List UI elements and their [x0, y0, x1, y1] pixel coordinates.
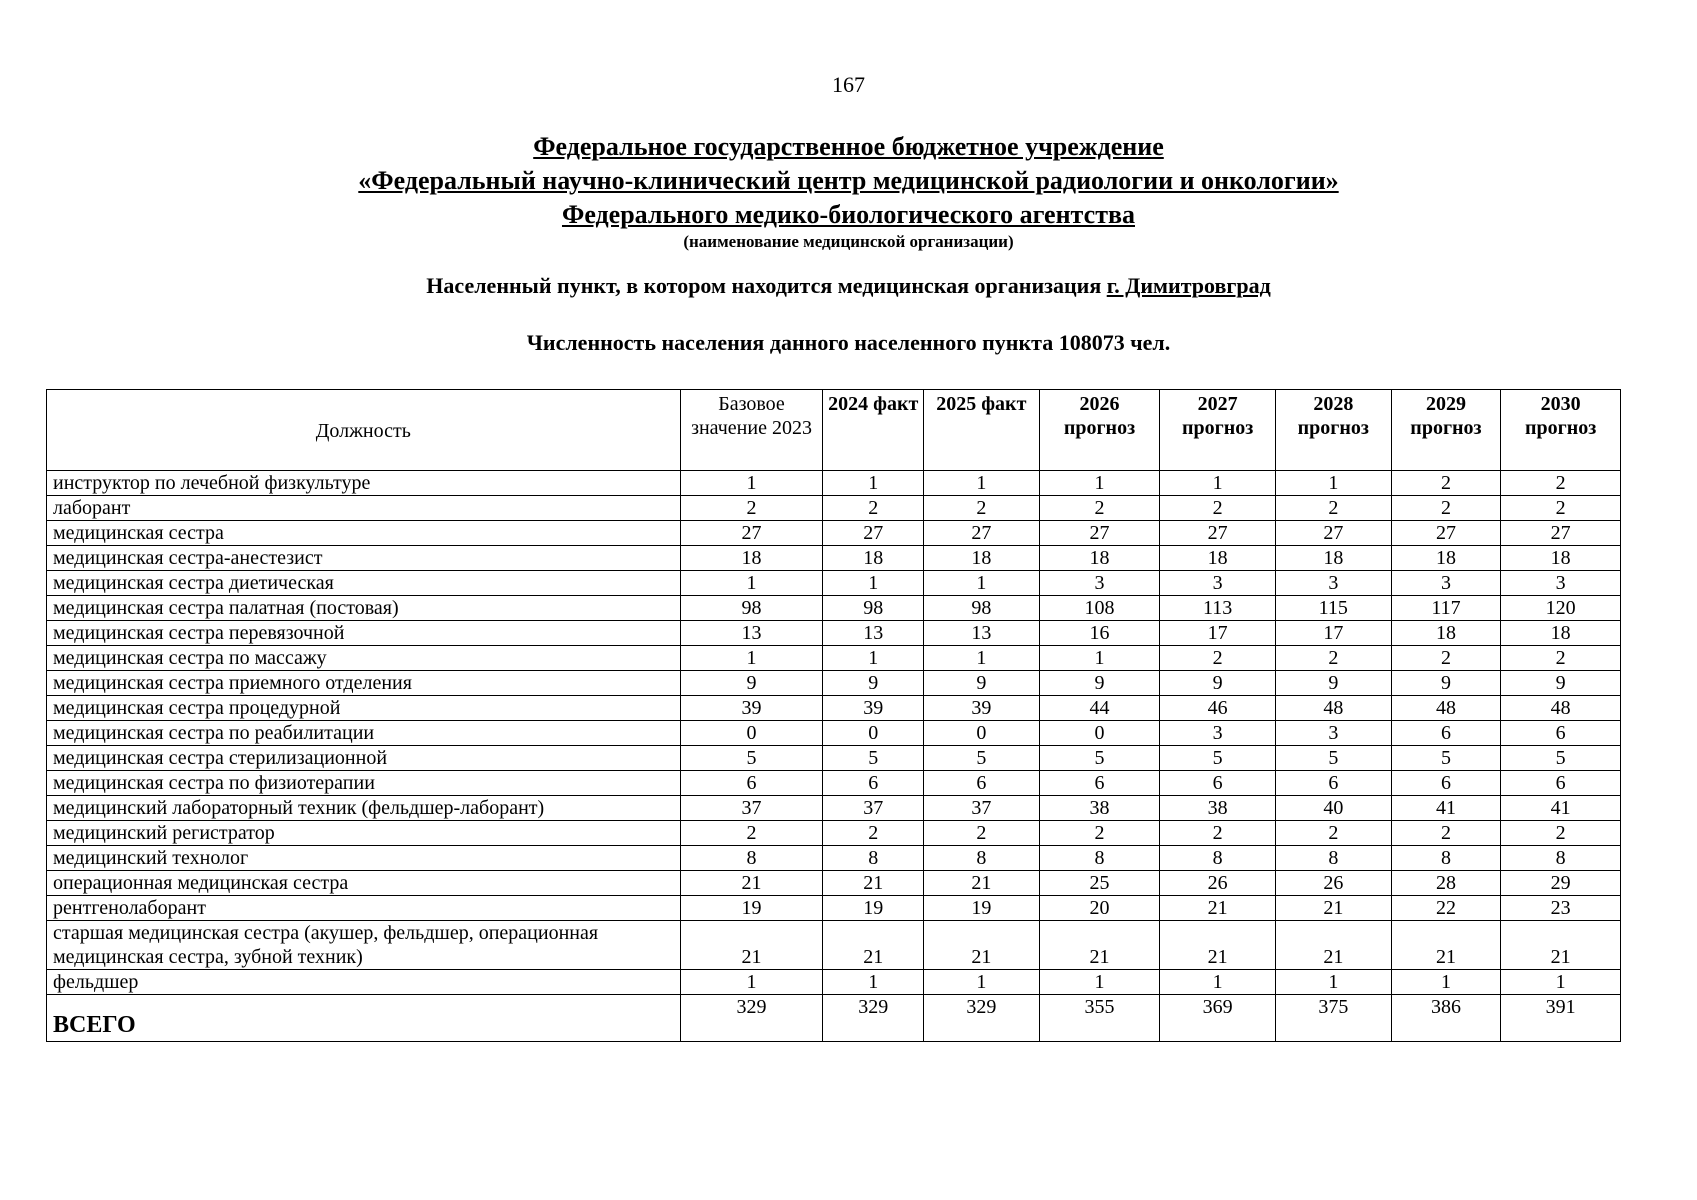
value-cell-2029: 1 — [1391, 970, 1501, 995]
value-cell-2026: 2 — [1039, 496, 1160, 521]
table-row — [47, 796, 1621, 821]
value-cell-2024: 1 — [823, 471, 924, 496]
value-cell-2025: 21 — [923, 871, 1039, 896]
value-cell-base-2023: 1 — [680, 646, 823, 671]
value-cell-2025: 98 — [923, 596, 1039, 621]
value-cell-2030: 2 — [1501, 646, 1621, 671]
value-cell-2027: 2 — [1160, 821, 1276, 846]
position-name-cell: медицинский технолог — [47, 846, 681, 871]
table-row — [47, 746, 1621, 771]
total-value-cell-2027: 369 — [1160, 995, 1276, 1042]
locality-city: г. Димитровград — [1106, 273, 1271, 298]
position-name-cell: медицинская сестра приемного отделения — [47, 671, 681, 696]
total-label-cell: ВСЕГО — [47, 995, 681, 1042]
value-cell-2030: 9 — [1501, 671, 1621, 696]
value-cell-2028: 8 — [1275, 846, 1391, 871]
value-cell-2026: 38 — [1039, 796, 1160, 821]
value-cell-2027: 38 — [1160, 796, 1276, 821]
value-cell-2025: 27 — [923, 521, 1039, 546]
header-2030: 2030 прогноз — [1501, 390, 1621, 471]
value-cell-2027: 46 — [1160, 696, 1276, 721]
value-cell-2027: 26 — [1160, 871, 1276, 896]
value-cell-2027: 2 — [1160, 646, 1276, 671]
value-cell-base-2023: 1 — [680, 970, 823, 995]
header-2024: 2024 факт — [823, 390, 924, 471]
value-cell-2027: 1 — [1160, 970, 1276, 995]
value-cell-2028: 21 — [1275, 896, 1391, 921]
table-row — [47, 821, 1621, 846]
position-name-cell: медицинская сестра по массажу — [47, 646, 681, 671]
table-row — [47, 846, 1621, 871]
value-cell-2024: 1 — [823, 970, 924, 995]
value-cell-base-2023: 8 — [680, 846, 823, 871]
locality-line — [0, 273, 1697, 299]
table-row — [47, 521, 1621, 546]
value-cell-2028: 2 — [1275, 496, 1391, 521]
value-cell-2025: 9 — [923, 671, 1039, 696]
value-cell-base-2023: 6 — [680, 771, 823, 796]
value-cell-2024: 18 — [823, 546, 924, 571]
value-cell-2024: 5 — [823, 746, 924, 771]
value-cell-2026: 108 — [1039, 596, 1160, 621]
value-cell-2029: 18 — [1391, 546, 1501, 571]
value-cell-2025: 5 — [923, 746, 1039, 771]
value-cell-2030: 1 — [1501, 970, 1621, 995]
value-cell-2030: 2 — [1501, 821, 1621, 846]
value-cell-2025: 21 — [923, 921, 1039, 970]
total-value-cell-2026: 355 — [1039, 995, 1160, 1042]
value-cell-2027: 2 — [1160, 496, 1276, 521]
value-cell-base-2023: 21 — [680, 871, 823, 896]
value-cell-2028: 2 — [1275, 821, 1391, 846]
total-value-cell-2028: 375 — [1275, 995, 1391, 1042]
value-cell-base-2023: 18 — [680, 546, 823, 571]
value-cell-2024: 19 — [823, 896, 924, 921]
value-cell-2027: 3 — [1160, 571, 1276, 596]
value-cell-2029: 8 — [1391, 846, 1501, 871]
value-cell-2027: 1 — [1160, 471, 1276, 496]
value-cell-2030: 5 — [1501, 746, 1621, 771]
value-cell-2028: 21 — [1275, 921, 1391, 970]
value-cell-2029: 6 — [1391, 771, 1501, 796]
value-cell-2024: 21 — [823, 921, 924, 970]
position-name-cell: рентгенолаборант — [47, 896, 681, 921]
value-cell-2024: 21 — [823, 871, 924, 896]
value-cell-2024: 13 — [823, 621, 924, 646]
value-cell-2025: 2 — [923, 496, 1039, 521]
organization-name-line-2: «Федеральный научно-клинический центр медицинской радиологии и онкологии» — [358, 166, 1339, 195]
value-cell-2025: 19 — [923, 896, 1039, 921]
value-cell-2030: 2 — [1501, 496, 1621, 521]
value-cell-2030: 6 — [1501, 771, 1621, 796]
value-cell-2026: 44 — [1039, 696, 1160, 721]
value-cell-base-2023: 1 — [680, 471, 823, 496]
value-cell-2028: 3 — [1275, 721, 1391, 746]
table-row — [47, 571, 1621, 596]
total-value-cell-base-2023: 329 — [680, 995, 823, 1042]
value-cell-base-2023: 0 — [680, 721, 823, 746]
value-cell-2025: 2 — [923, 821, 1039, 846]
value-cell-2026: 21 — [1039, 921, 1160, 970]
table-row — [47, 721, 1621, 746]
header-base-2023: Базовое значение 2023 — [680, 390, 823, 471]
header-2026: 2026 прогноз — [1039, 390, 1160, 471]
value-cell-base-2023: 9 — [680, 671, 823, 696]
position-name-cell: медицинская сестра — [47, 521, 681, 546]
position-name-cell: медицинская сестра диетическая — [47, 571, 681, 596]
value-cell-2028: 5 — [1275, 746, 1391, 771]
value-cell-2028: 48 — [1275, 696, 1391, 721]
value-cell-2028: 40 — [1275, 796, 1391, 821]
value-cell-2027: 17 — [1160, 621, 1276, 646]
table-row — [47, 471, 1621, 496]
total-value-cell-2024: 329 — [823, 995, 924, 1042]
position-name-cell: медицинская сестра по физиотерапии — [47, 771, 681, 796]
value-cell-2026: 1 — [1039, 471, 1160, 496]
position-name-cell: медицинская сестра палатная (постовая) — [47, 596, 681, 621]
value-cell-base-2023: 13 — [680, 621, 823, 646]
value-cell-2025: 13 — [923, 621, 1039, 646]
page-number: 167 — [832, 72, 865, 97]
value-cell-2028: 2 — [1275, 646, 1391, 671]
value-cell-base-2023: 21 — [680, 921, 823, 970]
value-cell-base-2023: 39 — [680, 696, 823, 721]
value-cell-2029: 22 — [1391, 896, 1501, 921]
value-cell-2030: 2 — [1501, 471, 1621, 496]
table-body — [47, 471, 1621, 1042]
value-cell-2024: 98 — [823, 596, 924, 621]
position-name-cell: медицинская сестра перевязочной — [47, 621, 681, 646]
value-cell-2030: 18 — [1501, 621, 1621, 646]
value-cell-2024: 2 — [823, 821, 924, 846]
value-cell-2027: 9 — [1160, 671, 1276, 696]
value-cell-2028: 27 — [1275, 521, 1391, 546]
value-cell-2029: 2 — [1391, 471, 1501, 496]
value-cell-2030: 18 — [1501, 546, 1621, 571]
table-row — [47, 696, 1621, 721]
value-cell-2025: 1 — [923, 471, 1039, 496]
value-cell-base-2023: 2 — [680, 496, 823, 521]
total-value-cell-2029: 386 — [1391, 995, 1501, 1042]
value-cell-2025: 18 — [923, 546, 1039, 571]
value-cell-2026: 1 — [1039, 646, 1160, 671]
value-cell-2025: 37 — [923, 796, 1039, 821]
value-cell-2029: 117 — [1391, 596, 1501, 621]
organization-caption: (наименование медицинской организации) — [683, 232, 1014, 251]
value-cell-2026: 3 — [1039, 571, 1160, 596]
position-name-cell: медицинская сестра процедурной — [47, 696, 681, 721]
value-cell-2025: 6 — [923, 771, 1039, 796]
value-cell-2029: 5 — [1391, 746, 1501, 771]
value-cell-2027: 27 — [1160, 521, 1276, 546]
header-2027: 2027 прогноз — [1160, 390, 1276, 471]
value-cell-2024: 8 — [823, 846, 924, 871]
value-cell-2029: 21 — [1391, 921, 1501, 970]
value-cell-2026: 9 — [1039, 671, 1160, 696]
header-2025: 2025 факт — [923, 390, 1039, 471]
value-cell-2030: 27 — [1501, 521, 1621, 546]
value-cell-2026: 2 — [1039, 821, 1160, 846]
value-cell-2029: 9 — [1391, 671, 1501, 696]
position-name-cell: медицинский регистратор — [47, 821, 681, 846]
value-cell-base-2023: 5 — [680, 746, 823, 771]
value-cell-2030: 29 — [1501, 871, 1621, 896]
table-row — [47, 896, 1621, 921]
value-cell-2024: 2 — [823, 496, 924, 521]
value-cell-2030: 23 — [1501, 896, 1621, 921]
table-row — [47, 921, 1621, 970]
value-cell-2028: 3 — [1275, 571, 1391, 596]
value-cell-2028: 6 — [1275, 771, 1391, 796]
value-cell-2028: 18 — [1275, 546, 1391, 571]
organization-name-line-3: Федерального медико-биологического агентства — [561, 200, 1135, 229]
value-cell-2026: 0 — [1039, 721, 1160, 746]
value-cell-2025: 1 — [923, 571, 1039, 596]
value-cell-2029: 28 — [1391, 871, 1501, 896]
position-name-cell: медицинский лабораторный техник (фельдшер-лаборант) — [47, 796, 681, 821]
table-row — [47, 970, 1621, 995]
value-cell-2026: 16 — [1039, 621, 1160, 646]
value-cell-2026: 25 — [1039, 871, 1160, 896]
value-cell-2027: 3 — [1160, 721, 1276, 746]
value-cell-base-2023: 37 — [680, 796, 823, 821]
value-cell-2024: 27 — [823, 521, 924, 546]
total-value-cell-2025: 329 — [923, 995, 1039, 1042]
value-cell-2029: 2 — [1391, 646, 1501, 671]
position-name-cell: инструктор по лечебной физкультуре — [47, 471, 681, 496]
value-cell-base-2023: 98 — [680, 596, 823, 621]
staffing-table — [46, 389, 1621, 1042]
value-cell-2026: 20 — [1039, 896, 1160, 921]
value-cell-2024: 9 — [823, 671, 924, 696]
value-cell-base-2023: 19 — [680, 896, 823, 921]
value-cell-2029: 27 — [1391, 521, 1501, 546]
position-name-cell: медицинская сестра стерилизационной — [47, 746, 681, 771]
value-cell-2029: 48 — [1391, 696, 1501, 721]
value-cell-2030: 120 — [1501, 596, 1621, 621]
position-name-cell: старшая медицинская сестра (акушер, фельдшер, операционная медицинская сестра, зубной техник) — [47, 921, 681, 970]
value-cell-2029: 3 — [1391, 571, 1501, 596]
value-cell-2024: 1 — [823, 571, 924, 596]
table-row — [47, 646, 1621, 671]
value-cell-2027: 18 — [1160, 546, 1276, 571]
value-cell-2030: 48 — [1501, 696, 1621, 721]
total-value-cell-2030: 391 — [1501, 995, 1621, 1042]
value-cell-2027: 21 — [1160, 921, 1276, 970]
value-cell-2028: 1 — [1275, 471, 1391, 496]
value-cell-2024: 37 — [823, 796, 924, 821]
position-name-cell: лаборант — [47, 496, 681, 521]
value-cell-2030: 21 — [1501, 921, 1621, 970]
value-cell-2027: 21 — [1160, 896, 1276, 921]
value-cell-2029: 6 — [1391, 721, 1501, 746]
position-name-cell: медицинская сестра-анестезист — [47, 546, 681, 571]
table-row — [47, 871, 1621, 896]
value-cell-2030: 8 — [1501, 846, 1621, 871]
header-2028: 2028 прогноз — [1275, 390, 1391, 471]
value-cell-2029: 18 — [1391, 621, 1501, 646]
table-row — [47, 671, 1621, 696]
value-cell-base-2023: 1 — [680, 571, 823, 596]
table-row — [47, 771, 1621, 796]
value-cell-2025: 8 — [923, 846, 1039, 871]
organization-header — [0, 130, 1697, 252]
value-cell-2027: 113 — [1160, 596, 1276, 621]
table-row — [47, 546, 1621, 571]
value-cell-2026: 18 — [1039, 546, 1160, 571]
value-cell-2030: 6 — [1501, 721, 1621, 746]
header-position: Должность — [47, 390, 681, 471]
value-cell-2024: 39 — [823, 696, 924, 721]
value-cell-2027: 5 — [1160, 746, 1276, 771]
total-row — [47, 995, 1621, 1042]
position-name-cell: фельдшер — [47, 970, 681, 995]
position-name-cell: операционная медицинская сестра — [47, 871, 681, 896]
value-cell-2030: 41 — [1501, 796, 1621, 821]
value-cell-2026: 8 — [1039, 846, 1160, 871]
value-cell-2025: 39 — [923, 696, 1039, 721]
value-cell-2028: 26 — [1275, 871, 1391, 896]
table-row — [47, 496, 1621, 521]
value-cell-2027: 8 — [1160, 846, 1276, 871]
value-cell-2028: 17 — [1275, 621, 1391, 646]
value-cell-2026: 27 — [1039, 521, 1160, 546]
value-cell-2029: 2 — [1391, 496, 1501, 521]
value-cell-2026: 6 — [1039, 771, 1160, 796]
value-cell-2024: 0 — [823, 721, 924, 746]
value-cell-2029: 41 — [1391, 796, 1501, 821]
population-line: Численность населения данного населенного пункта 108073 чел. — [526, 330, 1171, 355]
value-cell-2026: 1 — [1039, 970, 1160, 995]
value-cell-2028: 1 — [1275, 970, 1391, 995]
value-cell-2024: 6 — [823, 771, 924, 796]
position-name-cell: медицинская сестра по реабилитации — [47, 721, 681, 746]
table-row — [47, 596, 1621, 621]
value-cell-2028: 115 — [1275, 596, 1391, 621]
value-cell-2026: 5 — [1039, 746, 1160, 771]
value-cell-2025: 1 — [923, 970, 1039, 995]
value-cell-2029: 2 — [1391, 821, 1501, 846]
value-cell-2025: 0 — [923, 721, 1039, 746]
locality-label: Населенный пункт, в котором находится медицинская организация — [426, 273, 1102, 298]
value-cell-2024: 1 — [823, 646, 924, 671]
table-row — [47, 621, 1621, 646]
value-cell-2030: 3 — [1501, 571, 1621, 596]
value-cell-2025: 1 — [923, 646, 1039, 671]
value-cell-2028: 9 — [1275, 671, 1391, 696]
value-cell-2027: 6 — [1160, 771, 1276, 796]
organization-name-line-1: Федеральное государственное бюджетное учреждение — [533, 132, 1164, 161]
value-cell-base-2023: 27 — [680, 521, 823, 546]
header-2029: 2029 прогноз — [1391, 390, 1501, 471]
value-cell-base-2023: 2 — [680, 821, 823, 846]
table-header-row — [47, 390, 1621, 471]
